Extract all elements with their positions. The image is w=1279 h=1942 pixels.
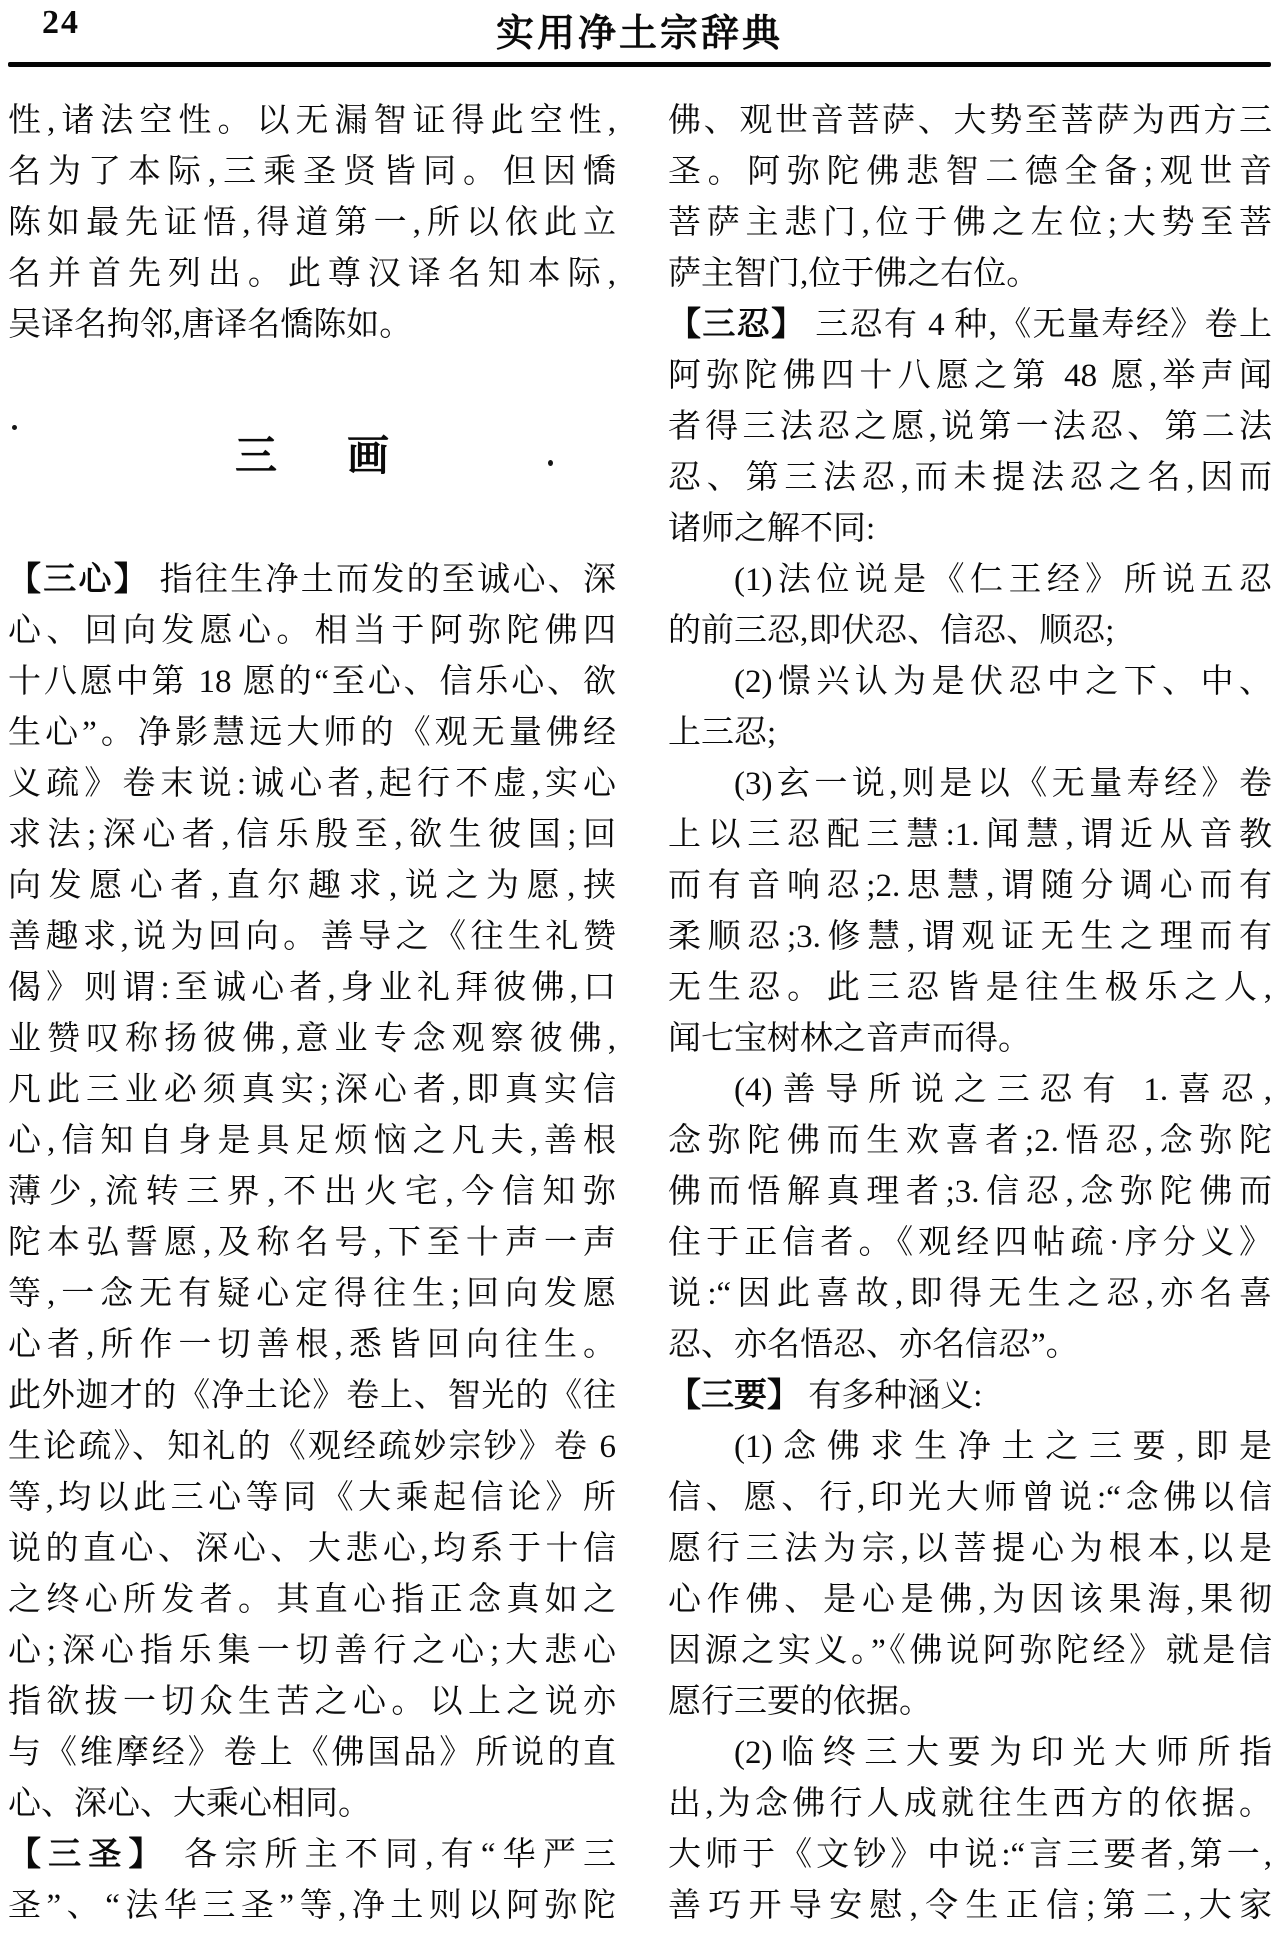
- text-line: (1)法位说是《仁王经》所说五忍: [734, 562, 1272, 598]
- text-line: 念弥陀佛而生欢喜者;2.悟忍,念弥陀: [668, 1123, 1272, 1159]
- text-line: 吴译名拘邻,唐译名憍陈如。: [8, 307, 413, 343]
- text-line: 上以三忍配三慧:1.闻慧,谓近从音教: [668, 817, 1272, 853]
- right-column: [668, 96, 1272, 1932]
- text-line: 阿弥陀佛四十八愿之第 48 愿,举声闻: [668, 358, 1272, 394]
- left-column: [8, 96, 616, 1932]
- text-line: 心作佛、是心是佛,为因该果海,果彻: [668, 1582, 1272, 1618]
- text-line: 等,一念无有疑心定得往生;回向发愿: [8, 1276, 616, 1312]
- section-heading-char-second: 画: [347, 434, 390, 480]
- text-line: 与《维摩经》卷上《佛国品》所说的直: [8, 1735, 616, 1771]
- scan-speck: [12, 425, 17, 430]
- text-line: 心者,所作一切善根,悉皆回向往生。: [8, 1327, 616, 1363]
- text-line: 佛、观世音菩萨、大势至菩萨为西方三: [668, 103, 1272, 139]
- text-line: 无生忍。此三忍皆是往生极乐之人,: [668, 970, 1272, 1006]
- entry-line: [8, 555, 616, 606]
- entry-line: [8, 1830, 616, 1881]
- section-heading: [8, 351, 616, 555]
- entry-headword: 【三要】: [668, 1378, 800, 1414]
- right-column-block: [668, 96, 1272, 1932]
- entry-line-text: 指往生净土而发的至诚心、深: [149, 562, 617, 598]
- text-line: 而有音响忍;2.思慧,谓随分调心而有: [668, 868, 1272, 904]
- text-line: 向发愿心者,直尔趣求,说之为愿,挟: [8, 868, 616, 904]
- section-heading-char-first: 三: [234, 434, 277, 480]
- page-number: 24: [42, 4, 80, 41]
- entry-line: [668, 300, 1272, 351]
- text-line: 心、深心、大乘心相同。: [8, 1786, 371, 1822]
- text-line: 圣。阿弥陀佛悲智二德全备;观世音: [668, 154, 1272, 190]
- text-line: (3)玄一说,则是以《无量寿经》卷: [734, 766, 1272, 802]
- entry-headword: 【三圣】: [8, 1837, 169, 1873]
- text-line: 求法;深心者,信乐殷至,欲生彼国;回: [8, 817, 616, 853]
- text-line: (1)念佛求生净土之三要,即是: [734, 1429, 1272, 1465]
- text-line: 十八愿中第 18 愿的“至心、信乐心、欲: [8, 664, 616, 700]
- text-line: 闻七宝树林之音声而得。: [668, 1021, 1031, 1057]
- text-line: 心;深心指乐集一切善行之心;大悲心: [8, 1633, 616, 1669]
- text-line: 忍、第三法忍,而未提法忍之名,因而: [668, 460, 1272, 496]
- entry-line: [668, 1371, 1272, 1422]
- text-line: 陀本弘誓愿,及称名号,下至十声一声: [8, 1225, 616, 1261]
- text-line: 凡此三业必须真实;深心者,即真实信: [8, 1072, 616, 1108]
- scan-speck: [548, 460, 553, 466]
- text-line: 大师于《文钞》中说:“言三要者,第一,: [668, 1837, 1272, 1873]
- text-line: 说的直心、深心、大悲心,均系于十信: [8, 1531, 616, 1567]
- text-line: 忍、亦名悟忍、亦名信忍”。: [668, 1327, 1079, 1363]
- text-line: 偈》则谓:至诚心者,身业礼拜彼佛,口: [8, 970, 616, 1006]
- left-column-top-block: [8, 96, 616, 351]
- text-line: 善趣求,说为回向。善导之《往生礼赞: [8, 919, 616, 955]
- text-line: 名为了本际,三乘圣贤皆同。但因憍: [8, 154, 616, 190]
- text-line: 义疏》卷末说:诚心者,起行不虚,实心: [8, 766, 616, 802]
- text-line: 之终心所发者。其直心指正念真如之: [8, 1582, 616, 1618]
- entry-line-text: 各宗所主不同,有“华严三: [168, 1837, 616, 1873]
- text-line: 愿行三法为宗,以菩提心为根本,以是: [668, 1531, 1272, 1567]
- text-line: 佛而悟解真理者;3.信忍,念弥陀佛而: [668, 1174, 1272, 1210]
- text-line: 指欲拔一切众生苦之心。以上之说亦: [8, 1684, 616, 1720]
- header-rule: [8, 62, 1271, 67]
- text-line: 出,为念佛行人成就往生西方的依据。: [668, 1786, 1272, 1822]
- text-line: 信、愿、行,印光大师曾说:“念佛以信: [668, 1480, 1272, 1516]
- text-line: 的前三忍,即伏忍、信忍、顺忍;: [668, 613, 1115, 649]
- entry-headword: 【三心】: [8, 562, 150, 598]
- text-line: 萨主智门,位于佛之右位。: [668, 256, 1040, 292]
- text-line: 性,诸法空性。以无漏智证得此空性,: [8, 103, 616, 139]
- entry-line-text: 三忍有 4 种,《无量寿经》卷上: [805, 307, 1273, 343]
- text-line: 陈如最先证悟,得道第一,所以依此立: [8, 205, 616, 241]
- page-title: 实用净土宗辞典: [495, 13, 783, 55]
- text-line: 菩萨主悲门,位于佛之左位;大势至菩: [668, 205, 1272, 241]
- text-line: 住于正信者。《观经四帖疏·序分义》: [668, 1225, 1272, 1261]
- text-line: 心,信知自身是具足烦恼之凡夫,善根: [8, 1123, 616, 1159]
- text-line: 等,均以此三心等同《大乘起信论》所: [8, 1480, 616, 1516]
- text-line: 愿行三要的依据。: [668, 1684, 932, 1720]
- left-column-bottom-block: [8, 555, 616, 1932]
- text-line: 圣”、“法华三圣”等,净土则以阿弥陀: [8, 1888, 616, 1924]
- text-line: 者得三法忍之愿,说第一法忍、第二法: [668, 409, 1272, 445]
- text-line: 生论疏》、知礼的《观经疏妙宗钞》卷 6: [8, 1429, 616, 1465]
- text-line: 薄少,流转三界,不出火宅,今信知弥: [8, 1174, 616, 1210]
- text-line: 生心”。净影慧远大师的《观无量佛经: [8, 715, 616, 751]
- text-line: 因源之实义。”《佛说阿弥陀经》就是信: [668, 1633, 1272, 1669]
- text-line: 此外迦才的《净土论》卷上、智光的《往: [8, 1378, 616, 1414]
- text-line: 心、回向发愿心。相当于阿弥陀佛四: [8, 613, 616, 649]
- text-line: 善巧开导安慰,令生正信;第二,大家: [668, 1888, 1272, 1924]
- text-line: 上三忍;: [668, 715, 777, 751]
- text-line: 名并首先列出。此尊汉译名知本际,: [8, 256, 616, 292]
- text-line: 柔顺忍;3.修慧,谓观证无生之理而有: [668, 919, 1272, 955]
- text-line: 业赞叹称扬彼佛,意业专念观察彼佛,: [8, 1021, 616, 1057]
- entry-headword: 【三忍】: [668, 307, 806, 343]
- text-line: (2)憬兴认为是伏忍中之下、中、: [734, 664, 1272, 700]
- text-line: 说:“因此喜故,即得无生之忍,亦名喜: [668, 1276, 1272, 1312]
- text-line: (4)善导所说之三忍有 1.喜忍,: [734, 1072, 1272, 1108]
- entry-line-text: 有多种涵义:: [800, 1378, 983, 1414]
- text-line: (2)临终三大要为印光大师所指: [734, 1735, 1272, 1771]
- text-line: 诸师之解不同:: [668, 511, 876, 547]
